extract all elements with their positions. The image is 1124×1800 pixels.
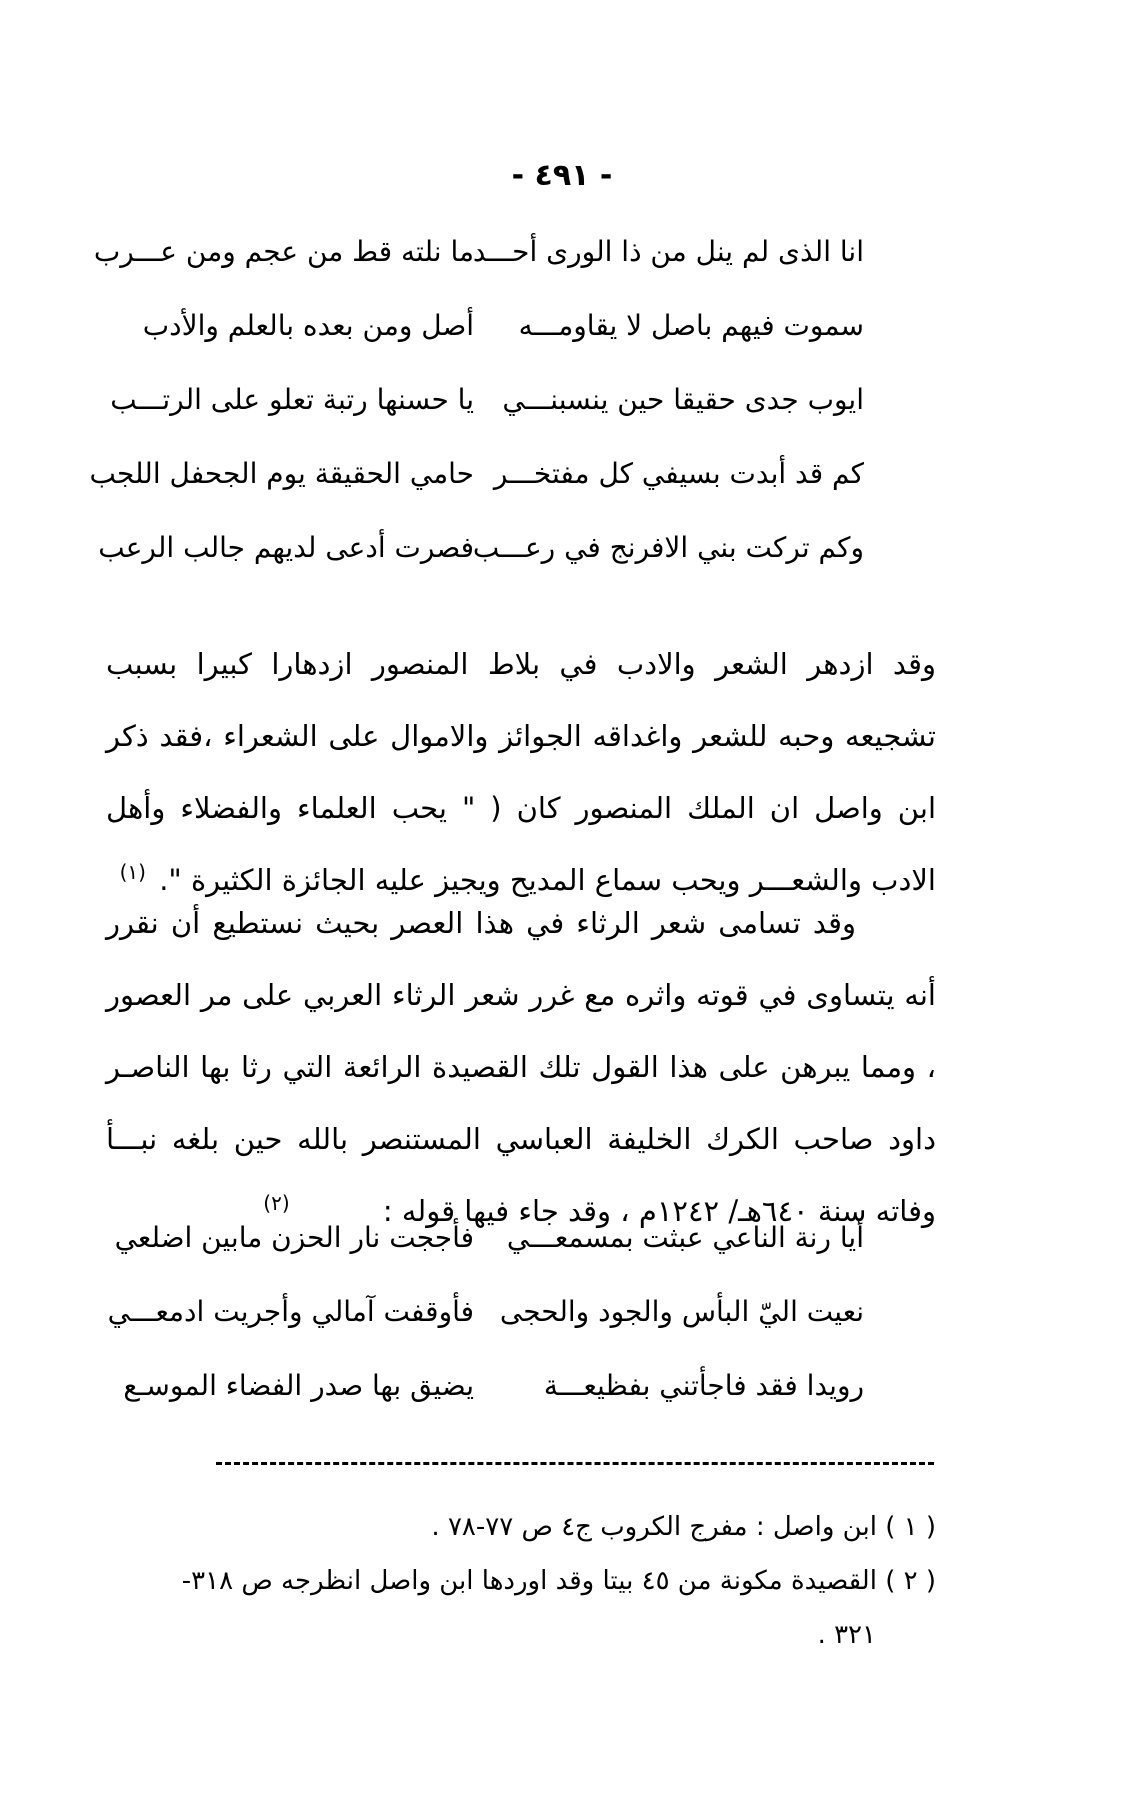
verse-second-hemistich: فصرت أدعى لديهم جالب الرعب [98,530,474,564]
verse-second-hemistich: فأوقفت آمالي وأجريت ادمعـــي [107,1294,474,1328]
footnote-separator [216,1462,934,1465]
paragraph-text [106,887,936,1247]
paragraph-body: وقد تسامى شعر الرثاء في هذا العصر بحيث نستطيع أن نقرر أنه يتساوى في قوته واثره مع غرر شعر الرثاء العربي على مر العصور ، ومما يبرهن على هذا القول تلك القصيدة الرائعة التي رثا بها الناصـر داود صاحب الكرك الخليفة العباسي المستنصر بالله حين بلغه نبـــأ وفاته سنة ٦٤٠هـ/ ١٢٤٢م ، وقد جاء فيها قوله : [106,906,936,1228]
footnote-reference-2: (٢) [263,1191,290,1216]
verse-line [93,214,864,288]
footnote-1 [106,1500,936,1554]
verse-second-hemistich: ما نلته قط من عجم ومن عـــرب [93,234,474,268]
page-number: - ٤٩١ - [511,158,613,193]
verse-first-hemistich: سموت فيهم باصل لا يقاومـــه [518,308,864,342]
verse-line [89,436,864,510]
verse-first-hemistich: كم قد أبدت بسيفي كل مفتخـــر [493,456,864,490]
footnote-2-continuation [106,1608,936,1662]
verse-first-hemistich: أيا رنة الناعي عبثت بمسمعـــي [506,1220,864,1254]
verse-line [110,362,864,436]
verse-second-hemistich: فأججت نار الحزن مابين اضلعي [114,1220,474,1254]
verse-first-hemistich: وكم تركت بني الافرنج في رعـــب [472,530,864,564]
verse-first-hemistich: انا الذى لم ينل من ذا الورى أحـــد [472,234,864,268]
paragraph-text [106,628,936,916]
paragraph-body: وقد ازدهر الشعر والادب في بلاط المنصور ازدهارا كبيرا بسبب تشجيعه وحبه للشعر واغداقه الجوائز والاموال على الشعراء ،فقد ذكر ابن واصل ان الملك المنصور كان ( " يحب العلماء والفضلاء وأهل الادب والشعـــر ويحب سماع المديح ويجيز عليه الجائزة الكثيرة ". [106,647,936,897]
verse-second-hemistich: يا حسنها رتبة تعلو على الرتـــب [110,382,474,416]
paragraph-2 [106,887,936,1247]
verse-second-hemistich: حامي الحقيقة يوم الجحفل اللجب [89,456,474,490]
footnote-text: ٣٢١ . [817,1620,876,1650]
verse-line [114,1200,864,1274]
footnotes [106,1500,936,1662]
verse-second-hemistich: أصل ومن بعده بالعلم والأدب [142,308,474,342]
poem-block-2 [107,1200,864,1422]
verse-line [107,1274,864,1348]
verse-line [114,1348,864,1422]
footnote-text: ابن واصل : مفرج الكروب ج٤ ص ٧٧-٧٨ . [431,1512,877,1542]
poem-block-1 [89,214,864,584]
verse-first-hemistich: رويدا فقد فاجأتني بفظيعـــة [543,1368,864,1402]
verse-second-hemistich: يضيق بها صدر الفضاء الموسـع [123,1368,474,1402]
verse-first-hemistich: ايوب جدى حقيقا حين ينسبنـــي [502,382,864,416]
footnote-2 [106,1554,936,1608]
footnote-marker: ( ٢ ) [885,1566,936,1596]
footnote-text: القصيدة مكونة من ٤٥ بيتا وقد اوردها ابن واصل انظرجه ص ٣١٨- [181,1566,877,1596]
footnote-reference-1: (١) [119,860,146,885]
verse-line [114,288,864,362]
paragraph-1 [106,628,936,916]
footnote-marker: ( ١ ) [885,1512,936,1542]
verse-first-hemistich: نعيت اليّ البأس والجود والحجى [499,1294,864,1328]
verse-line [98,510,864,584]
